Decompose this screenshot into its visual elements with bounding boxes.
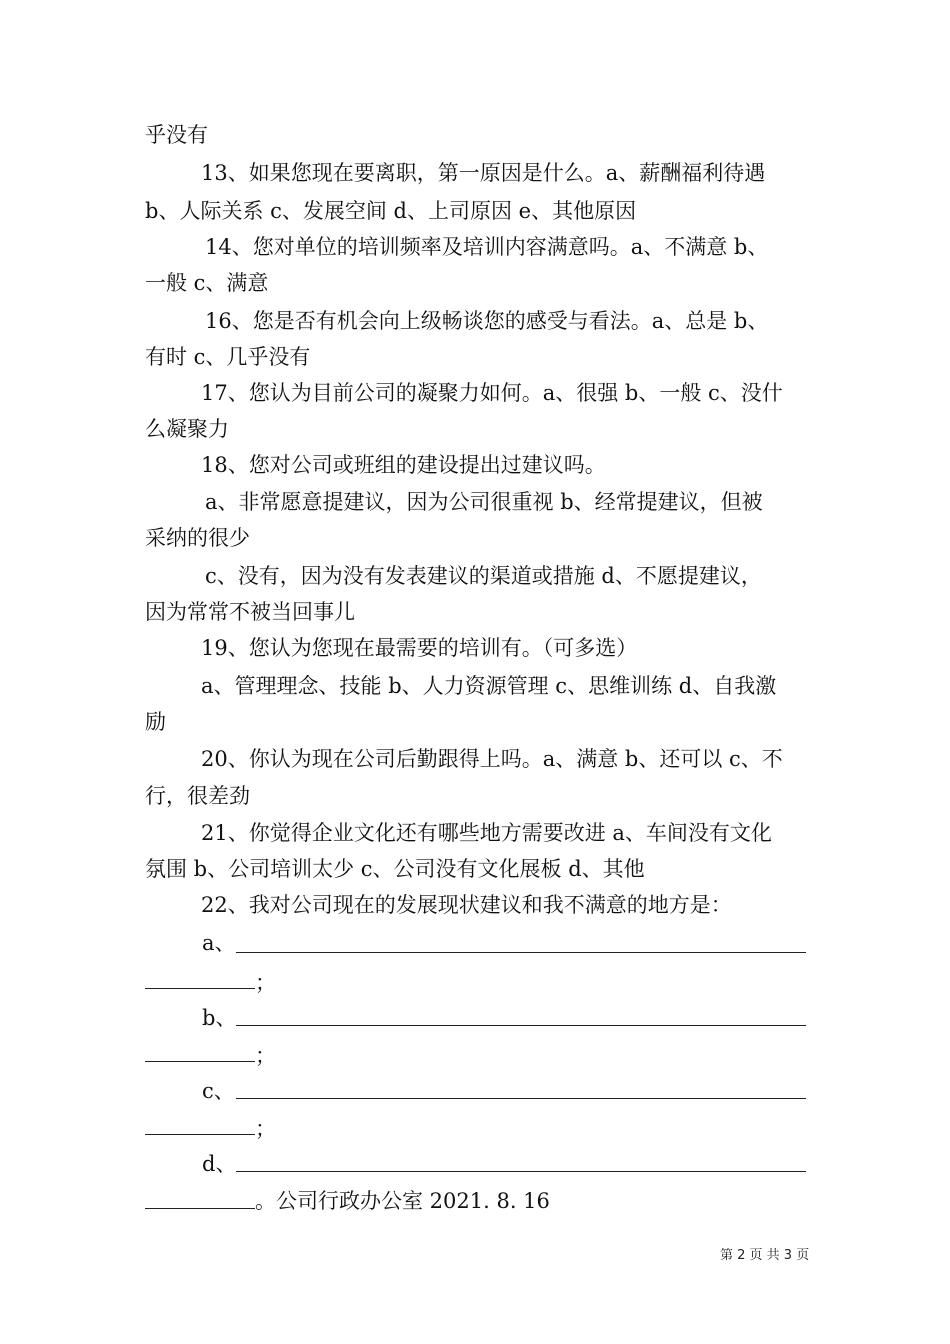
question-16-cont: 有时 c、几乎没有: [145, 345, 311, 369]
answer-line-c[interactable]: [236, 1098, 806, 1099]
question-20: 20、你认为现在公司后勤跟得上吗。a、满意 b、还可以 c、不: [201, 747, 783, 771]
question-18-option-a: a、非常愿意提建议，因为公司很重视 b、经常提建议，但被: [205, 490, 763, 514]
question-16: 16、您是否有机会向上级畅谈您的感受与看法。a、总是 b、: [205, 309, 769, 333]
question-21-cont: 氛围 b、公司培训太少 c、公司没有文化展板 d、其他: [145, 857, 645, 881]
question-13: 13、如果您现在要离职，第一原因是什么。a、薪酬福利待遇: [201, 161, 766, 185]
question-21: 21、你觉得企业文化还有哪些地方需要改进 a、车间没有文化: [201, 821, 772, 845]
question-18-option-c: c、没有，因为没有发表建议的渠道或措施 d、不愿提建议，: [205, 564, 762, 588]
blank-label-b: b、: [202, 1006, 237, 1030]
answer-line-b[interactable]: [236, 1025, 806, 1026]
question-14-cont: 一般 c、满意: [145, 271, 269, 295]
answer-line-b-cont[interactable]: [145, 1061, 255, 1062]
question-19-options-cont: 励: [145, 710, 166, 734]
answer-line-d[interactable]: [236, 1171, 806, 1172]
answer-line-a[interactable]: [236, 952, 806, 953]
question-13-cont: b、人际关系 c、发展空间 d、上司原因 e、其他原因: [145, 199, 637, 223]
blank-label-c: c、: [202, 1079, 235, 1103]
text-line: 乎没有: [145, 123, 208, 147]
question-19: 19、您认为您现在最需要的培训有。（可多选）: [201, 636, 638, 660]
question-14: 14、您对单位的培训频率及培训内容满意吗。a、不满意 b、: [205, 235, 769, 259]
question-20-cont: 行，很差劲: [145, 784, 250, 808]
semicolon-c: ；: [255, 1117, 276, 1141]
blank-label-a: a、: [202, 931, 236, 955]
blank-label-d: d、: [202, 1152, 237, 1176]
question-18-option-a-cont: 采纳的很少: [145, 526, 250, 550]
closing-signature: 。公司行政办公室 2021. 8. 16: [255, 1189, 550, 1213]
answer-line-c-cont[interactable]: [145, 1134, 255, 1135]
answer-line-d-cont[interactable]: [145, 1208, 255, 1209]
question-17-cont: 么凝聚力: [145, 417, 229, 441]
semicolon-a: ；: [255, 971, 276, 995]
answer-line-a-cont[interactable]: [145, 988, 255, 989]
question-22: 22、我对公司现在的发展现状建议和我不满意的地方是：: [201, 893, 732, 917]
question-18: 18、您对公司或班组的建设提出过建议吗。: [201, 453, 606, 477]
page-footer: 第 2 页 共 3 页: [720, 1248, 810, 1263]
semicolon-b: ；: [255, 1044, 276, 1068]
question-19-options: a、管理理念、技能 b、人力资源管理 c、思维训练 d、自我激: [201, 674, 777, 698]
question-18-option-c-cont: 因为常常不被当回事儿: [145, 600, 355, 624]
question-17: 17、您认为目前公司的凝聚力如何。a、很强 b、一般 c、没什: [201, 381, 783, 405]
